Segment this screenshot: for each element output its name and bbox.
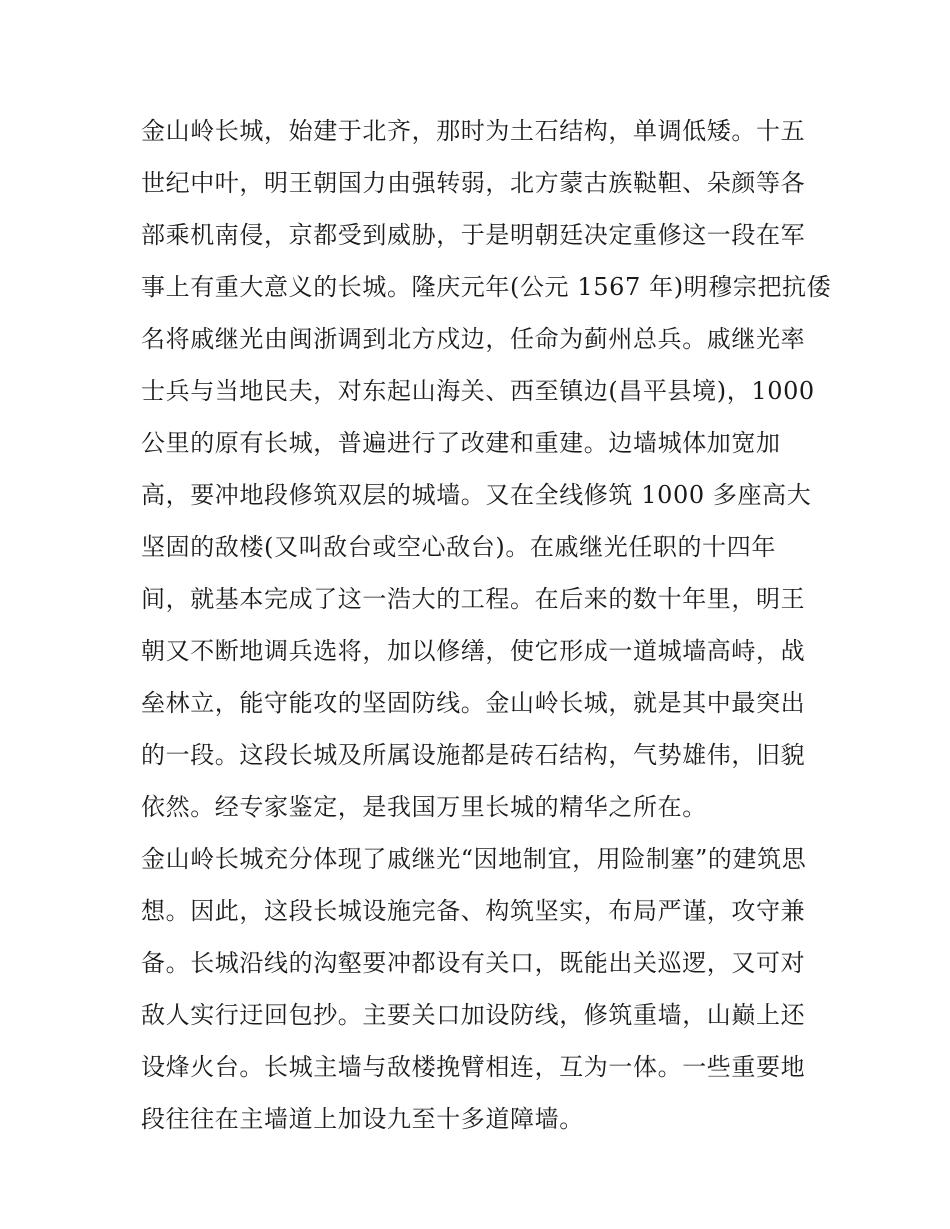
text-line: 垒林立，能守能攻的坚固防线。金山岭长城，就是其中最突出 (141, 689, 806, 717)
text-line: 设烽火台。长城主墙与敌楼挽臂相连，互为一体。一些重要地 (141, 1053, 806, 1081)
text-line: 高，要冲地段修筑双层的城墙。又在全线修筑 1000 多座高大 (141, 481, 812, 509)
text-line: 部乘机南侵，京都受到威胁，于是明朝廷决定重修这一段在军 (141, 221, 806, 249)
text-line: 朝又不断地调兵选将，加以修缮，使它形成一道城墙高峙，战 (141, 637, 806, 665)
text-line: 想。因此，这段长城设施完备、构筑坚实，布局严谨，攻守兼 (141, 897, 806, 925)
text-line: 金山岭长城，始建于北齐，那时为土石结构，单调低矮。十五 (141, 117, 806, 145)
text-line: 敌人实行迂回包抄。主要关口加设防线，修筑重墙，山巅上还 (141, 1001, 806, 1029)
text-line: 段往往在主墙道上加设九至十多道障墙。 (141, 1105, 584, 1133)
paragraph-design (141, 833, 821, 1145)
text-line: 的一段。这段长城及所属设施都是砖石结构，气势雄伟，旧貌 (141, 741, 806, 769)
document-page (141, 105, 832, 1145)
text-line: 公里的原有长城，普遍进行了改建和重建。边墙城体加宽加 (141, 429, 781, 457)
text-line: 士兵与当地民夫，对东起山海关、西至镇边(昌平县境)，1000 (141, 377, 815, 405)
text-line: 世纪中叶，明王朝国力由强转弱，北方蒙古族鞑靼、朵颜等各 (141, 169, 806, 197)
text-line: 事上有重大意义的长城。隆庆元年(公元 1567 年)明穆宗把抗倭 (141, 273, 832, 301)
text-line: 金山岭长城充分体现了戚继光“因地制宜，用险制塞”的建筑思 (141, 845, 807, 873)
text-line: 名将戚继光由闽浙调到北方戍边，任命为蓟州总兵。戚继光率 (141, 325, 806, 353)
text-line: 间，就基本完成了这一浩大的工程。在后来的数十年里，明王 (141, 585, 806, 613)
text-line: 备。长城沿线的沟壑要冲都设有关口，既能出关巡逻，又可对 (141, 949, 806, 977)
text-line: 依然。经专家鉴定，是我国万里长城的精华之所在。 (141, 793, 707, 821)
text-line: 坚固的敌楼(又叫敌台或空心敌台)。在戚继光任职的十四年 (141, 533, 776, 561)
paragraph-history (141, 105, 832, 833)
